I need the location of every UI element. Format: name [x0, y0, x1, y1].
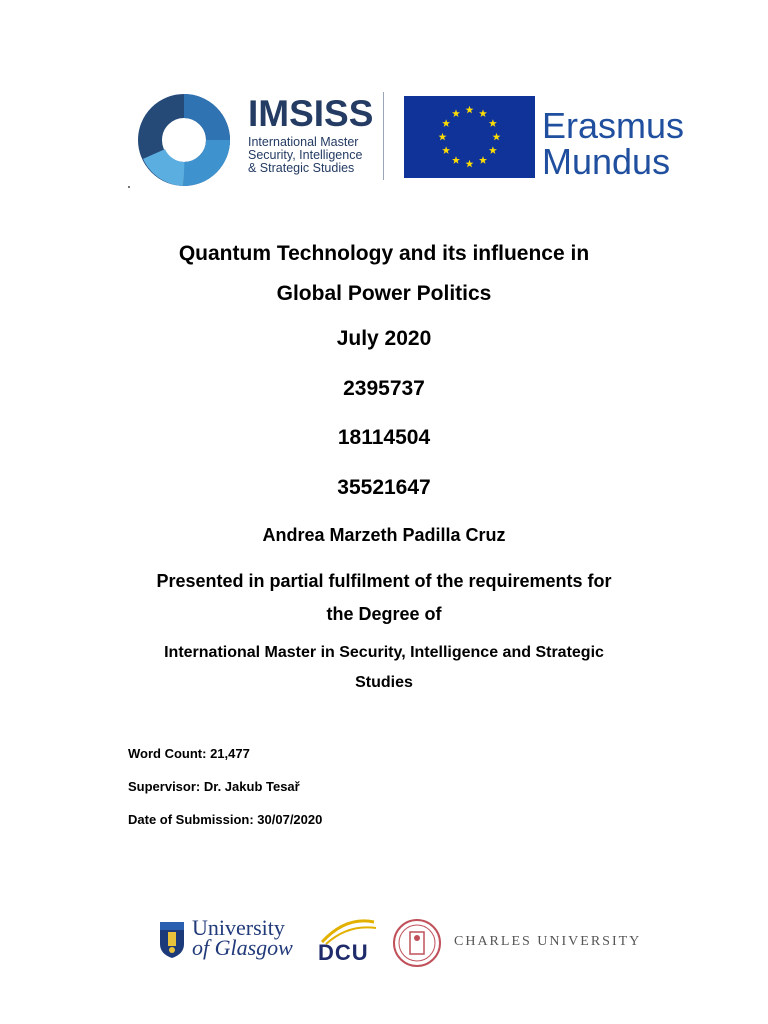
imsiss-wordmark — [248, 94, 388, 175]
presented-line: the Degree of — [326, 604, 442, 624]
title-line: Global Power Politics — [276, 282, 492, 305]
word-count: Word Count: 21,477 — [128, 746, 250, 761]
thesis-date: July 2020 — [336, 327, 432, 350]
glasgow-line: of Glasgow — [192, 935, 293, 960]
imsiss-ring-logo — [136, 92, 232, 188]
submission-date: Date of Submission: 30/07/2020 — [128, 812, 323, 827]
imsiss-subtitle-line: International Master — [248, 135, 359, 149]
presented-statement — [0, 565, 768, 631]
stray-dot — [128, 186, 130, 188]
student-id: 18114504 — [337, 426, 431, 449]
footer-logos — [156, 912, 656, 972]
student-id: 2395737 — [343, 377, 425, 400]
imsiss-subtitle-line: & Strategic Studies — [248, 161, 355, 175]
erasmus-line: Erasmus — [542, 105, 685, 146]
eu-flag-icon — [404, 96, 535, 178]
supervisor: Supervisor: Dr. Jakub Tesař — [128, 779, 300, 794]
imsiss-name: IMSISS — [248, 93, 374, 134]
charles-wordmark: CHARLES UNIVERSITY — [454, 934, 642, 949]
presented-line: Presented in partial fulfilment of the requirements for — [156, 571, 612, 591]
author-name: Andrea Marzeth Padilla Cruz — [262, 525, 506, 545]
imsiss-subtitle-line: Security, Intelligence — [248, 148, 363, 162]
charles-seal-icon — [392, 918, 442, 968]
title-line: Quantum Technology and its influence in — [178, 242, 590, 265]
thesis-details — [128, 744, 322, 843]
student-id: 35521647 — [337, 476, 431, 499]
dcu-wordmark: DCU — [318, 940, 369, 965]
header-logos — [130, 88, 710, 188]
header-divider — [383, 92, 384, 180]
degree-name — [0, 638, 768, 698]
erasmus-mundus-wordmark — [542, 105, 685, 182]
glasgow-crest-icon — [158, 920, 186, 960]
mundus-line: Mundus — [542, 141, 671, 182]
imsiss-subtitle — [248, 136, 388, 175]
glasgow-wordmark — [192, 915, 293, 960]
glasgow-line: University — [192, 915, 285, 940]
thesis-title — [0, 234, 768, 314]
degree-line: Studies — [355, 674, 413, 691]
degree-line: International Master in Security, Intelligence and Strategic — [164, 644, 604, 661]
